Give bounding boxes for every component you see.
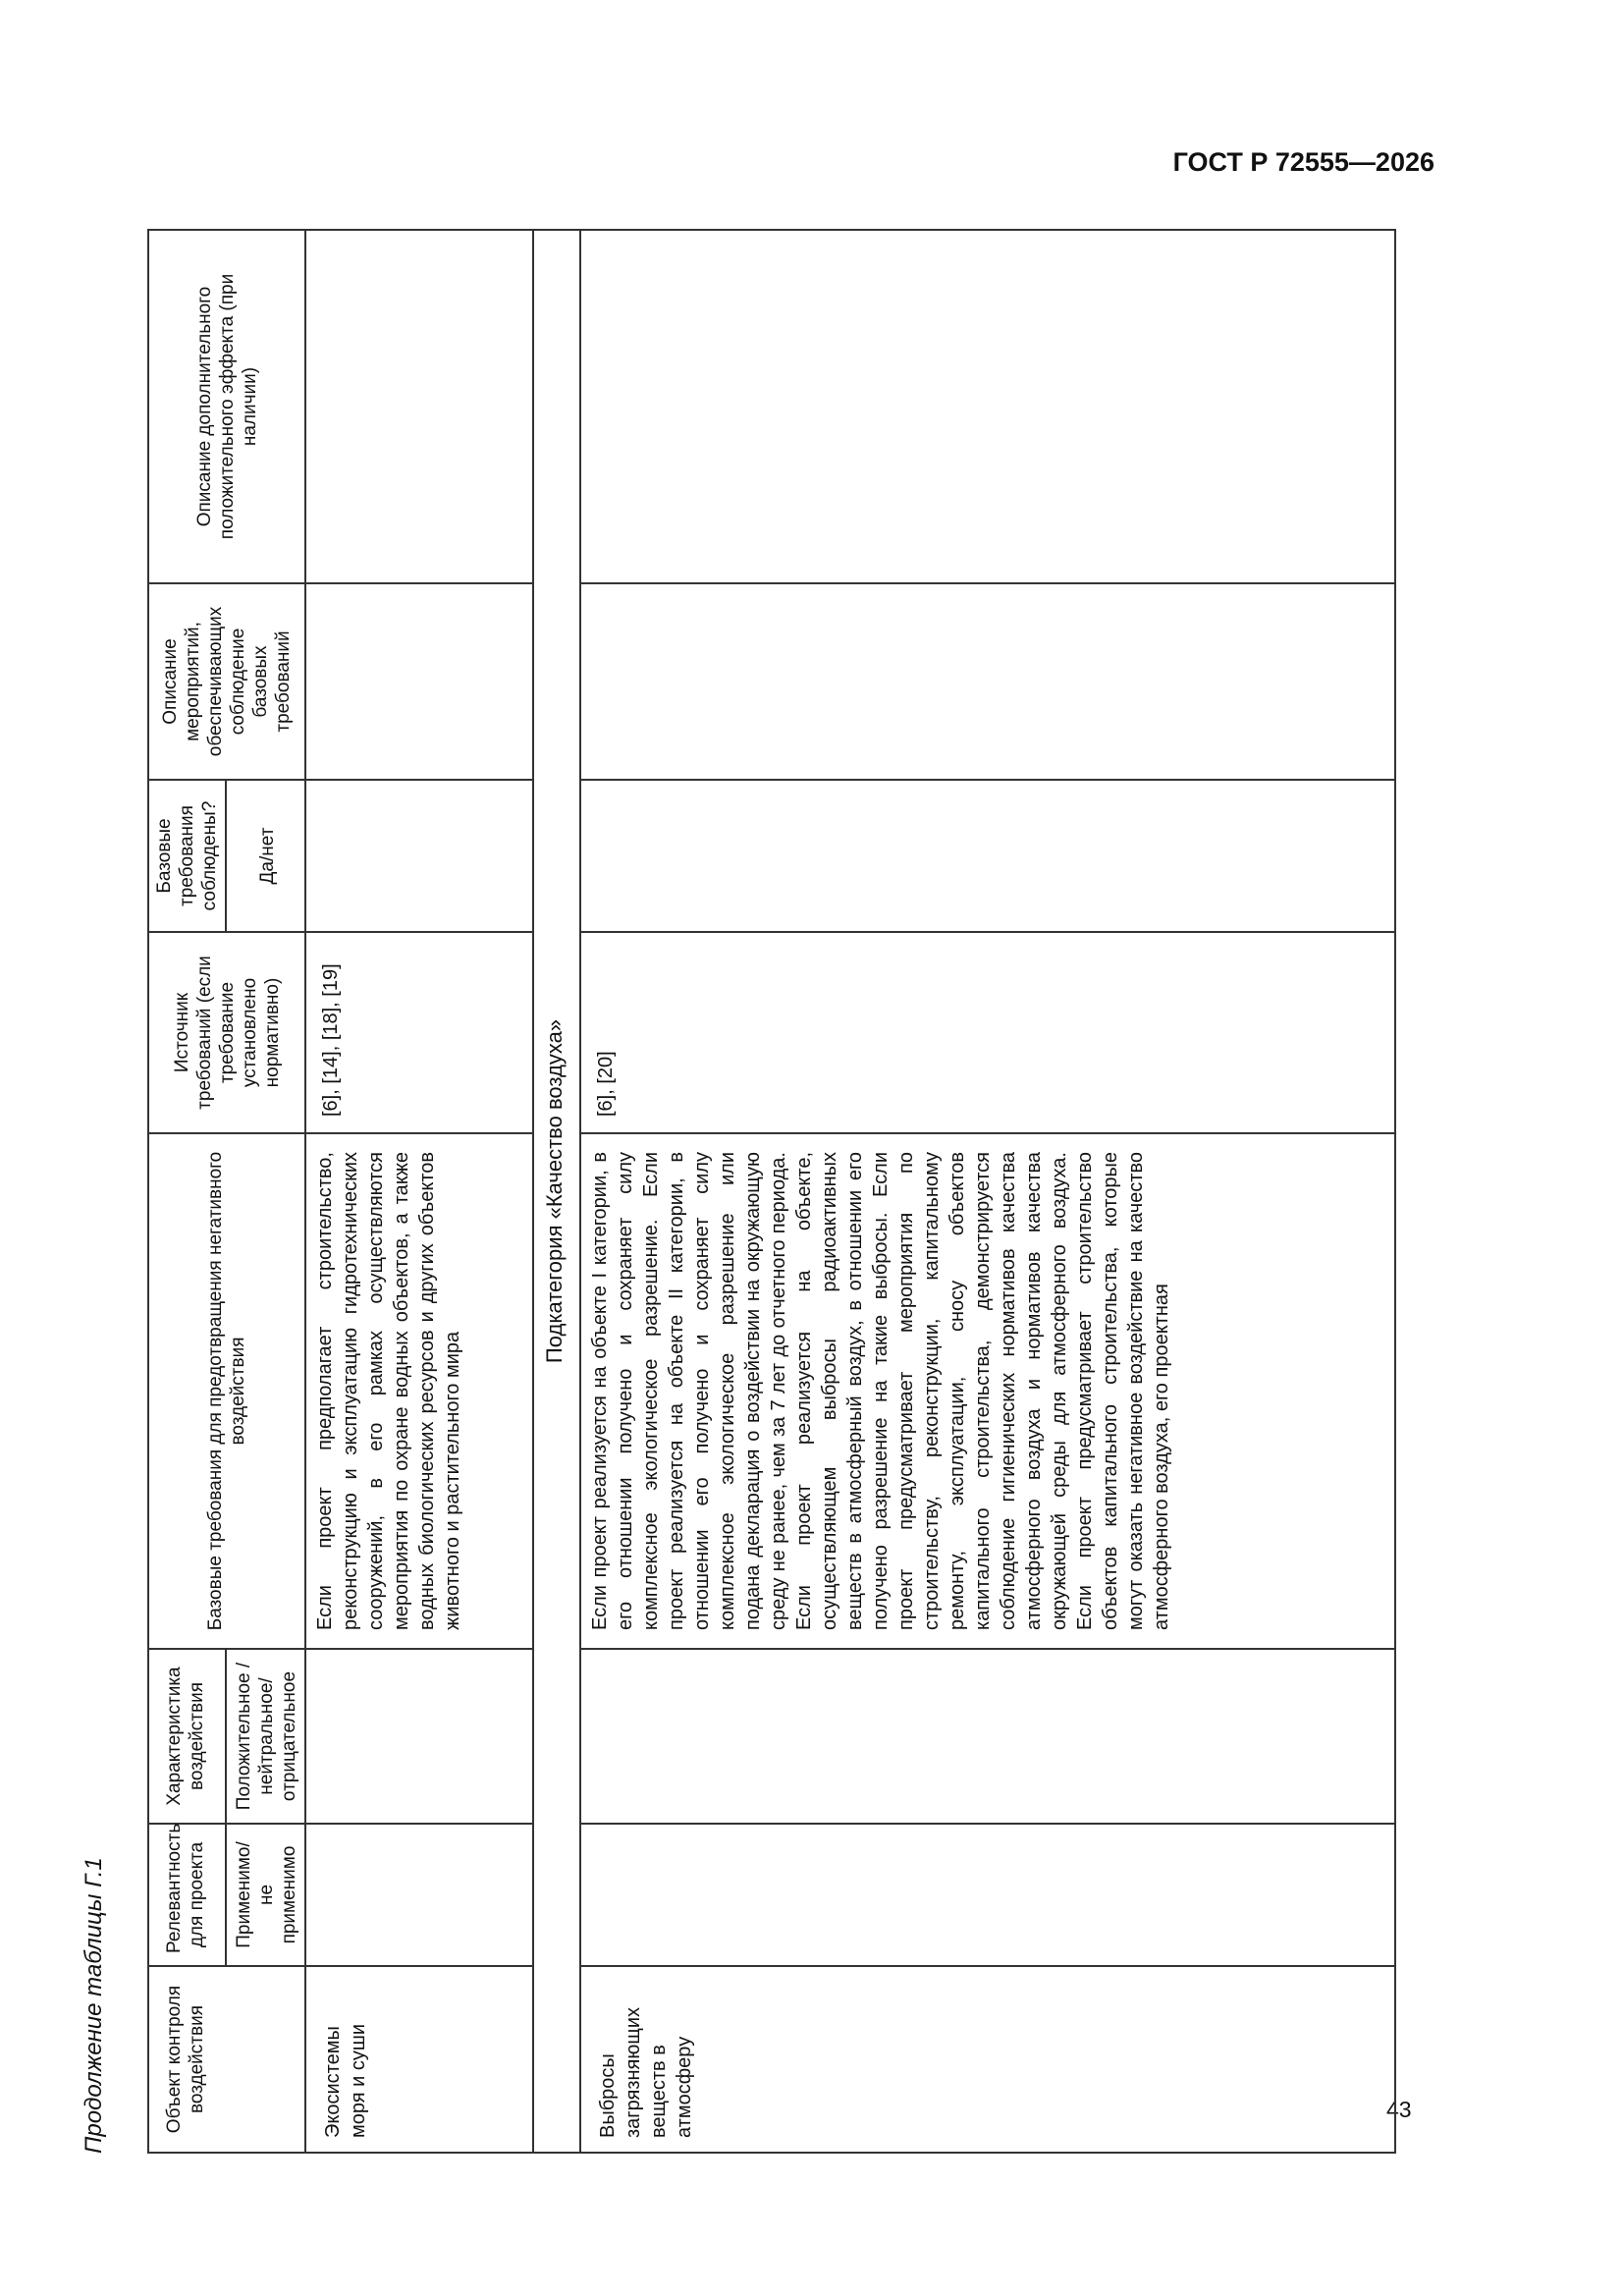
header-characteristic: Характеристика воздействия	[148, 1649, 226, 1824]
relevance-cell	[305, 1824, 533, 1966]
measures-cell	[305, 583, 533, 780]
rotated-table-area	[81, 231, 1424, 2154]
object-cell: Выбросы загрязняющих веществ в атмосферу	[580, 1966, 1395, 2153]
header-relevance: Релевантность для проекта	[148, 1824, 226, 1966]
relevance-cell	[580, 1824, 1395, 1966]
header-row-1	[148, 230, 226, 2153]
requirements-cell: Если проект предполагает строительство, реконструкцию и эксплуатацию гидротехнических сооружений, в его рамках осуществляются мероприятия по охране водных объектов, а также водных биологических ресурсов и других объектов животного и растительного мира	[305, 1133, 533, 1649]
header-effect: Описание дополнительного положительного эффекта (при наличии)	[148, 230, 305, 583]
table-row	[305, 230, 533, 2153]
source-cell: [6], [20]	[580, 932, 1395, 1133]
document-code: ГОСТ Р 72555—2026	[1172, 147, 1434, 177]
header-source: Источник требований (если требование установлено нормативно)	[148, 932, 305, 1133]
met-cell	[305, 780, 533, 932]
subcategory-label: Подкатегория «Качество воздуха»	[533, 230, 580, 2153]
effect-cell	[305, 230, 533, 583]
requirements-cell: Если проект реализуется на объекте I категории, в его отношении получено и сохраняет силу комплексное экологическое разрешение. Если проект реализуется на объекте II категории, в отношении его получено и сохраняет силу комплексное экологическое разрешение или подана декларация о воздействии на окружающую среду не ранее, чем за 7 лет до отчетного периода. Если проект реализуется на объекте, осуществляющем выбросы радиоактивных веществ в атмосферный воздух, в отношении его получено разрешение на такие выбросы. Если проект предусматривает мероприятия по строительству, реконструкции, капитальному ремонту, эксплуатации, сносу объектов капитального строительства, демонстрируется соблюдение гигиенических нормативов качества атмосферного воздуха и нормативов качества окружающей среды для атмосферного воздуха. Если проект предусматривает строительство объектов капитального строительства, которые могут оказать негативное воздействие на качество атмосферного воздуха, его проектная	[580, 1133, 1395, 1649]
measures-cell	[580, 583, 1395, 780]
subcategory-row	[533, 230, 580, 2153]
header-characteristic-sub: Положительное /нейтральное/ отрицательное	[226, 1649, 305, 1824]
characteristic-cell	[305, 1649, 533, 1824]
header-measures: Описание мероприятий, обеспечивающих соблюдение базовых требований	[148, 583, 305, 780]
page-number: 43	[1386, 2097, 1412, 2122]
table-caption: Продолжение таблицы Г.1	[81, 1857, 107, 2154]
characteristic-cell	[580, 1649, 1395, 1824]
header-met: Базовые требования соблюдены?	[148, 780, 226, 932]
met-cell	[580, 780, 1395, 932]
requirements-table	[147, 229, 1396, 2154]
effect-cell	[580, 230, 1395, 583]
object-cell: Экосистемы моря и суши	[305, 1966, 533, 2153]
header-requirements: Базовые требования для предотвращения негативного воздействия	[148, 1133, 305, 1649]
header-object: Объект контроля воздействия	[148, 1966, 305, 2153]
table-row	[580, 230, 1395, 2153]
header-relevance-sub: Применимо/ не применимо	[226, 1824, 305, 1966]
source-cell: [6], [14], [18], [19]	[305, 932, 533, 1133]
header-met-sub: Да/нет	[226, 780, 305, 932]
